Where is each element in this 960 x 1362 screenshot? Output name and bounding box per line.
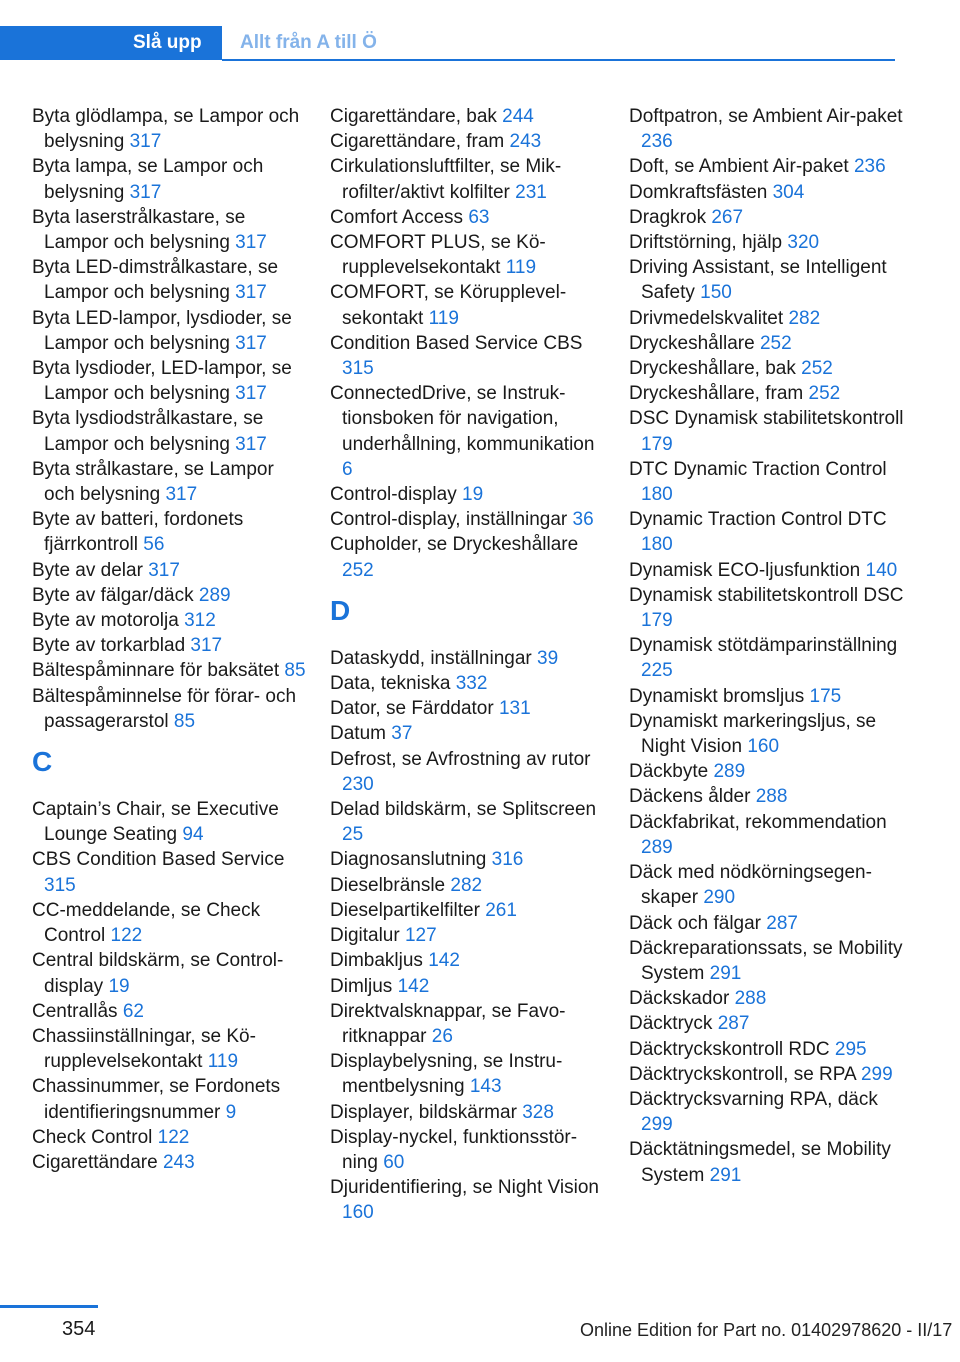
index-entry	[629, 810, 904, 860]
index-entry	[629, 986, 904, 1011]
page-link[interactable]: 85	[173, 710, 196, 732]
page-link[interactable]: 9	[225, 1101, 237, 1123]
entry-term: Dynamiskt markeringsljus, se Night Vision	[629, 710, 877, 758]
entry-term: Direktvalsknappar, se Favoritknappar	[330, 1000, 566, 1047]
index-entry	[629, 306, 904, 331]
page-link[interactable]: 304	[772, 181, 805, 203]
index-entry	[330, 532, 605, 582]
page-link[interactable]: 142	[397, 975, 430, 997]
page-link[interactable]: 282	[450, 874, 483, 896]
entry-term: Doftpatron, se Ambient Air-paket	[629, 106, 903, 127]
index-entry	[629, 911, 904, 936]
index-entry	[32, 1150, 307, 1175]
entry-term: Central bildskärm, se Control-display	[32, 950, 284, 997]
index-entry	[629, 507, 904, 557]
index-entry	[629, 356, 904, 381]
page-link[interactable]: 317	[235, 433, 267, 455]
index-entry	[32, 797, 307, 847]
page-link[interactable]: 317	[235, 383, 267, 405]
index-entry	[629, 759, 904, 784]
page-link[interactable]: 63	[468, 206, 490, 228]
index-entry	[32, 633, 307, 658]
entry-term: Comfort Access	[330, 206, 464, 228]
entry-term: DTC Dynamic Traction Control	[629, 458, 887, 480]
index-entry	[330, 507, 605, 532]
entry-term: Däckreparationssats, se Mobility System	[629, 937, 903, 984]
entry-term: Bältespåminnare för baksätet	[32, 660, 280, 682]
page-link[interactable]: 122	[110, 925, 143, 947]
page-link[interactable]: 289	[641, 836, 673, 858]
page-link[interactable]: 39	[537, 647, 559, 669]
index-entry	[330, 696, 605, 721]
index-entry	[32, 104, 307, 154]
index-entry	[330, 646, 605, 671]
page-link[interactable]: 119	[207, 1051, 239, 1073]
entry-term: Dator, se Färddator	[330, 698, 494, 720]
page-link[interactable]: 19	[462, 484, 484, 506]
page-link[interactable]: 291	[709, 962, 742, 984]
page-link[interactable]: 288	[755, 786, 788, 808]
entry-term: Driving Assistant, se Intelligent Safety	[629, 257, 887, 304]
index-entry	[32, 847, 307, 897]
page-link[interactable]: 312	[184, 610, 216, 632]
index-entry	[32, 658, 307, 683]
page-link[interactable]: 328	[522, 1101, 554, 1123]
index-entry	[32, 1024, 307, 1074]
index-entry	[330, 721, 605, 746]
index-entry	[32, 1125, 307, 1150]
entry-term: Däcktryckskontroll, se RPA	[629, 1063, 856, 1085]
index-entry	[629, 1037, 904, 1062]
page-link[interactable]: 160	[342, 1202, 374, 1224]
page-link[interactable]: 160	[747, 736, 780, 758]
page-link[interactable]: 243	[162, 1151, 195, 1173]
page-link[interactable]: 320	[787, 232, 820, 254]
index-entry	[32, 356, 307, 406]
entry-term: Dimljus	[330, 975, 393, 997]
entry-term: Däckbyte	[629, 761, 709, 783]
index-entry	[32, 306, 307, 356]
index-entry	[330, 280, 605, 330]
page-link[interactable]: 225	[641, 660, 673, 682]
index-entry	[330, 974, 605, 999]
footer-divider	[0, 1305, 98, 1308]
entry-term: Dataskydd, inställningar	[330, 647, 532, 669]
entry-term: Cirkulationsluftfilter, se Mikrofilter/aktivt kolfilter	[330, 156, 562, 203]
index-entry	[32, 205, 307, 255]
entry-term: Defrost, se Avfrostning av rutor	[330, 748, 591, 770]
page-number: 354	[62, 1318, 96, 1340]
index-entry	[330, 331, 605, 381]
page-link[interactable]: 236	[853, 156, 886, 178]
edition-note: Online Edition for Part no. 01402978620 - II/17	[580, 1320, 953, 1340]
page-link[interactable]: 175	[809, 685, 842, 707]
entry-term: Driftstörning, hjälp	[629, 232, 783, 254]
entry-term: Däcktryckskontroll RDC	[629, 1038, 830, 1060]
page-link[interactable]: 252	[801, 358, 833, 380]
index-entry	[330, 1100, 605, 1125]
page-link[interactable]: 231	[515, 181, 547, 203]
entry-term: Däckskador	[629, 988, 730, 1010]
page-link[interactable]: 122	[157, 1126, 190, 1148]
entry-term: CBS Condition Based Service	[32, 849, 285, 871]
entry-term: COMFORT PLUS, se Körupplevelsekontakt	[330, 232, 546, 279]
page-link[interactable]: 317	[235, 332, 267, 354]
entry-term: Data, tekniska	[330, 673, 451, 695]
entry-term: Byta lampa, se Lampor och belysning	[32, 156, 264, 203]
index-entry	[32, 406, 307, 456]
entry-term: Digitalur	[330, 925, 400, 947]
entry-term: Dieselpartikelfilter	[330, 899, 480, 921]
entry-term: CC-meddelande, se Check Control	[32, 899, 261, 947]
page-link[interactable]: 316	[491, 849, 524, 871]
index-entry	[32, 999, 307, 1024]
page-link[interactable]: 291	[709, 1164, 742, 1186]
index-entry	[629, 457, 904, 507]
page-link[interactable]: 62	[122, 1000, 144, 1022]
page-link[interactable]: 243	[509, 131, 542, 153]
index-entry	[629, 1087, 904, 1137]
index-entry	[629, 331, 904, 356]
entry-term: Däckens ålder	[629, 786, 751, 808]
entry-term: Check Control	[32, 1126, 153, 1148]
entry-term: Byte av torkarblad	[32, 635, 186, 657]
index-entry	[629, 684, 904, 709]
page-link[interactable]: 150	[700, 282, 732, 304]
entry-term: Display-nyckel, funktionsstörning	[330, 1126, 578, 1173]
index-entry	[330, 104, 605, 129]
page-link[interactable]: 317	[129, 181, 162, 203]
index-entry	[32, 1074, 307, 1124]
index-column-1	[32, 104, 307, 1175]
page-link[interactable]: 119	[428, 307, 459, 329]
page-link[interactable]: 60	[383, 1151, 405, 1173]
page-link[interactable]: 19	[108, 975, 130, 997]
page-link[interactable]: 119	[505, 257, 537, 279]
index-entry	[330, 898, 605, 923]
index-entry	[629, 1011, 904, 1036]
page-link[interactable]: 94	[182, 824, 204, 846]
index-entry	[629, 205, 904, 230]
page-link[interactable]: 315	[44, 874, 76, 896]
page-link[interactable]: 37	[391, 723, 413, 745]
index-entry	[330, 948, 605, 973]
page-link[interactable]: 85	[284, 660, 306, 682]
entry-term: Byte av motorolja	[32, 610, 179, 632]
page-link[interactable]: 142	[428, 950, 460, 972]
index-entry	[629, 936, 904, 986]
page-link[interactable]: 287	[766, 912, 798, 934]
entry-term: Delad bildskärm, se Splitscreen	[330, 799, 597, 821]
index-entry	[330, 154, 605, 204]
index-entry	[629, 709, 904, 759]
entry-term: Dynamic Traction Control DTC	[629, 509, 887, 531]
tab-sla-upp[interactable]: Slå upp	[0, 26, 222, 60]
index-column-2	[330, 104, 605, 1226]
page-link[interactable]: 295	[834, 1038, 867, 1060]
page-link[interactable]: 236	[641, 131, 673, 153]
index-entry	[629, 1062, 904, 1087]
entry-term: Däck och fälgar	[629, 912, 762, 934]
index-entry	[629, 154, 904, 179]
entry-term: Doft, se Ambient Air-paket	[629, 156, 849, 178]
page-link[interactable]: 317	[129, 131, 162, 153]
tab-allt-fran-a-till-o[interactable]: Allt från A till Ö	[240, 32, 377, 53]
page-link[interactable]: 25	[342, 824, 364, 846]
index-entry	[330, 797, 605, 847]
page-link[interactable]: 26	[431, 1025, 453, 1047]
page-link[interactable]: 131	[498, 698, 531, 720]
index-entry	[629, 633, 904, 683]
index-entry	[32, 558, 307, 583]
entry-term: Condition Based Service CBS	[330, 332, 583, 354]
entry-term: Bältespåminnelse för förar- och passagerarstol	[32, 685, 297, 732]
entry-term: Control-display	[330, 484, 457, 506]
entry-term: Byta LED-dimstrålkastare, se Lampor och belysning	[32, 257, 279, 304]
index-entry	[32, 898, 307, 948]
page-link[interactable]: 6	[342, 458, 353, 480]
entry-term: Cupholder, se Dryckeshållare	[330, 534, 579, 556]
index-entry	[629, 255, 904, 305]
entry-term: Dynamiskt bromsljus	[629, 685, 805, 707]
entry-term: Drivmedelskvalitet	[629, 307, 784, 329]
entry-term: Diagnosanslutning	[330, 849, 487, 871]
page-link[interactable]: 143	[469, 1076, 502, 1098]
index-entry	[32, 684, 307, 734]
index-entry	[629, 180, 904, 205]
index-entry	[32, 948, 307, 998]
page-link[interactable]: 261	[485, 899, 517, 921]
index-entry	[330, 671, 605, 696]
entry-term: Byta lysdioder, LED-lampor, se Lampor och belysning	[32, 358, 292, 405]
index-entry	[629, 406, 904, 456]
entry-term: DSC Dynamisk stabilitetskontroll	[629, 408, 904, 430]
index-entry	[330, 999, 605, 1049]
entry-term: Cigarettändare	[32, 1151, 158, 1173]
index-entry	[629, 860, 904, 910]
page-link[interactable]: 315	[342, 358, 374, 380]
index-entry	[32, 583, 307, 608]
entry-term: Cigarettändare, fram	[330, 131, 505, 153]
index-entry	[330, 482, 605, 507]
entry-term: Datum	[330, 723, 386, 745]
entry-term: Captain’s Chair, se Executive Lounge Seating	[32, 799, 279, 846]
page-link[interactable]: 252	[808, 383, 841, 405]
index-entry	[629, 381, 904, 406]
entry-term: Djuridentifiering, se Night Vision	[330, 1177, 599, 1199]
index-entry	[32, 255, 307, 305]
index-column-3	[629, 104, 904, 1188]
section-letter: D	[330, 594, 351, 626]
index-entry	[32, 154, 307, 204]
index-entry	[330, 205, 605, 230]
page-link[interactable]: 290	[703, 887, 736, 909]
page-link[interactable]: 332	[455, 673, 488, 695]
entry-term: Däcktryck	[629, 1013, 713, 1035]
page-link[interactable]: 317	[190, 635, 223, 657]
page-link[interactable]: 289	[713, 761, 746, 783]
index-entry	[330, 747, 605, 797]
index-entry	[629, 1137, 904, 1187]
index-entry	[32, 608, 307, 633]
page-link[interactable]: 252	[759, 332, 792, 354]
entry-term: Byte av fälgar/däck	[32, 584, 194, 606]
index-entry	[330, 1049, 605, 1099]
entry-term: Byta laserstrålkastare, se Lampor och belysning	[32, 206, 246, 254]
page-link[interactable]: 179	[641, 433, 673, 455]
entry-term: Byte av delar	[32, 559, 143, 581]
index-entry	[330, 230, 605, 280]
page-link[interactable]: 36	[572, 509, 594, 531]
entry-term: Byta glödlampa, se Lampor och belysning	[32, 106, 300, 153]
entry-term: Dryckeshållare, fram	[629, 383, 804, 405]
entry-term: Displaybelysning, se Instrumentbelysning	[330, 1051, 563, 1098]
entry-term: Byta lysdiodstrålkastare, se Lampor och belysning	[32, 408, 264, 455]
page-link[interactable]: 179	[641, 610, 673, 632]
page-link[interactable]: 56	[143, 534, 165, 556]
page-link[interactable]: 230	[342, 773, 374, 795]
page-link[interactable]: 252	[342, 559, 374, 581]
entry-term: Byte av batteri, fordonets fjärrkontroll	[32, 509, 244, 556]
page-link[interactable]: 244	[502, 106, 534, 127]
index-entry	[629, 230, 904, 255]
page-link[interactable]: 317	[235, 232, 267, 254]
page-link[interactable]: 282	[788, 307, 821, 329]
page-link[interactable]: 180	[641, 484, 673, 506]
entry-term: Domkraftsfästen	[629, 181, 768, 203]
entry-term: Däck med nödkörningsegenskaper	[629, 862, 872, 909]
page-link[interactable]: 317	[148, 559, 180, 581]
page-link[interactable]: 317	[165, 484, 198, 506]
entry-term: Cigarettändare, bak	[330, 106, 497, 127]
page-link[interactable]: 289	[198, 584, 231, 606]
entry-term: Dynamisk stabilitetskontroll DSC	[629, 584, 904, 606]
index-entry	[629, 104, 904, 154]
page-link[interactable]: 127	[404, 925, 437, 947]
entry-term: Däcktätningsmedel, se Mobility System	[629, 1139, 891, 1186]
entry-term: Dryckeshållare	[629, 332, 755, 354]
entry-term: Byta strålkastare, se Lampor och belysning	[32, 458, 274, 506]
entry-term: COMFORT, se Körupplevelsekontakt	[330, 282, 567, 329]
header-divider	[222, 59, 895, 61]
page-link[interactable]: 299	[860, 1063, 893, 1085]
entry-term: Byta LED-lampor, lysdioder, se Lampor och belysning	[32, 307, 292, 354]
index-entry	[330, 129, 605, 154]
entry-term: Dimbakljus	[330, 950, 423, 972]
entry-term: Däcktrycksvarning RPA, däck	[629, 1088, 878, 1110]
index-entry	[330, 1125, 605, 1175]
entry-term: Chassiinställningar, se Körupplevelsekontakt	[32, 1025, 256, 1073]
entry-term: Control-display, inställningar	[330, 509, 568, 531]
index-entry	[330, 381, 605, 482]
index-entry	[330, 923, 605, 948]
page-link[interactable]: 267	[711, 206, 744, 228]
page-link[interactable]: 288	[734, 988, 767, 1010]
entry-term: Chassinummer, se Fordonets identifieringsnummer	[32, 1076, 281, 1123]
entry-term: Dynamisk stötdämparinställning	[629, 635, 898, 657]
page-link[interactable]: 180	[641, 534, 673, 556]
index-entry	[629, 784, 904, 809]
index-entry	[629, 583, 904, 633]
page-link[interactable]: 317	[235, 282, 267, 304]
page-link[interactable]: 299	[641, 1114, 673, 1136]
index-entry	[330, 873, 605, 898]
index-entry	[32, 507, 307, 557]
page-link[interactable]: 140	[865, 559, 898, 581]
entry-term: Dryckeshållare, bak	[629, 358, 796, 380]
index-entry	[330, 1175, 605, 1225]
section-letter: C	[32, 746, 53, 778]
entry-term: Dragkrok	[629, 206, 707, 228]
entry-term: Däckfabrikat, rekommendation	[629, 811, 887, 833]
page-link[interactable]: 287	[717, 1013, 750, 1035]
entry-term: Centrallås	[32, 1000, 118, 1022]
entry-term: ConnectedDrive, se Instruktionsboken för navigation, underhållning, kommunikation	[330, 383, 595, 455]
entry-term: Dieselbränsle	[330, 874, 446, 896]
entry-term: Displayer, bildskärmar	[330, 1101, 517, 1123]
header-bar	[0, 26, 895, 62]
index-entry	[32, 457, 307, 507]
index-entry	[629, 558, 904, 583]
entry-term: Dynamisk ECO-ljusfunktion	[629, 559, 861, 581]
index-entry	[330, 847, 605, 872]
